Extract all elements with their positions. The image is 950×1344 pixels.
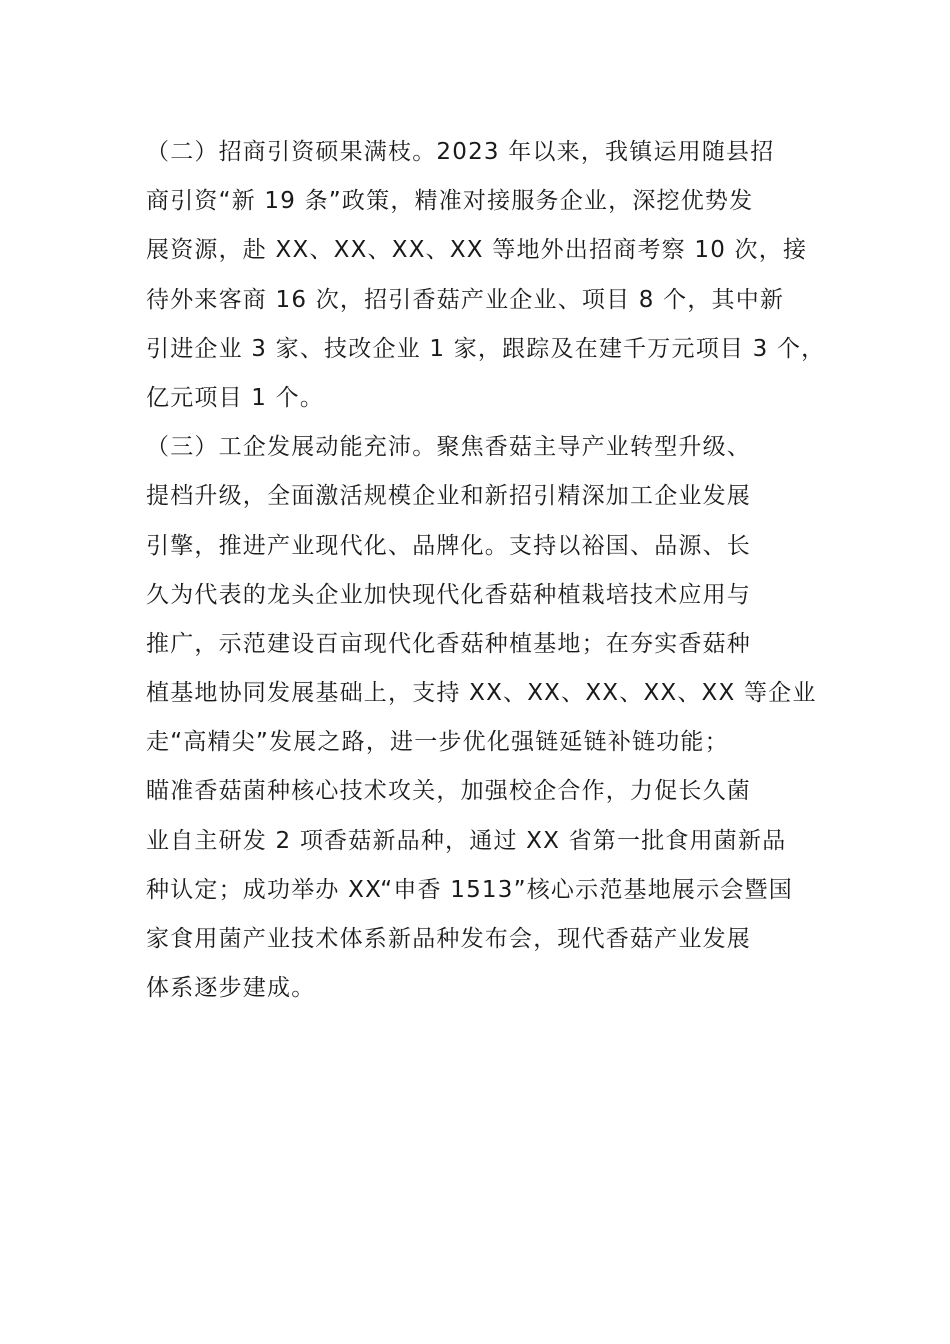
text-line: 久为代表的龙头企业加快现代化香菇种植栽培技术应用与 xyxy=(146,581,751,608)
text-line: 植基地协同发展基础上，支持 XX、XX、XX、XX、XX 等企业 xyxy=(146,680,817,707)
text-line: 提档升级，全面激活规模企业和新招引精深加工企业发展 xyxy=(146,483,751,510)
text-line: 家食用菌产业技术体系新品种发布会，现代香菇产业发展 xyxy=(146,926,751,952)
text-line: 亿元项目 1 个。 xyxy=(146,384,325,411)
text-line: 待外来客商 16 次，招引香菇产业企业、项目 8 个，其中新 xyxy=(146,286,785,313)
text-line: 商引资“新 19 条”政策，精准对接服务企业，深挖优势发 xyxy=(146,188,754,215)
text-line: 走“高精尖”发展之路，进一步优化强链延链补链功能； xyxy=(146,729,729,756)
text-line: （三）工企发展动能充沛。聚焦香菇主导产业转型升级、 xyxy=(146,434,751,461)
text-line: 推广，示范建设百亩现代化香菇种植基地；在夯实香菇种 xyxy=(146,630,751,657)
text-line: 引进企业 3 家、技改企业 1 家，跟踪及在建千万元项目 3 个， xyxy=(146,335,826,362)
text-line: 种认定；成功举办 XX“申香 1513”核心示范基地展示会暨国 xyxy=(146,876,793,903)
text-line: 体系逐步建成。 xyxy=(146,975,316,1002)
text-line: 瞄准香菇菌种核心技术攻关，加强校企合作，力促长久菌 xyxy=(146,778,751,805)
text-line: 引擎，推进产业现代化、品牌化。支持以裕国、品源、长 xyxy=(146,532,751,559)
text-line: （二）招商引资硕果满枝。2023 年以来，我镇运用随县招 xyxy=(146,139,775,165)
document-body xyxy=(146,128,826,1013)
text-line: 展资源，赴 XX、XX、XX、XX 等地外出招商考察 10 次，接 xyxy=(146,237,808,264)
text-line: 业自主研发 2 项香菇新品种，通过 XX 省第一批食用菌新品 xyxy=(146,827,787,854)
